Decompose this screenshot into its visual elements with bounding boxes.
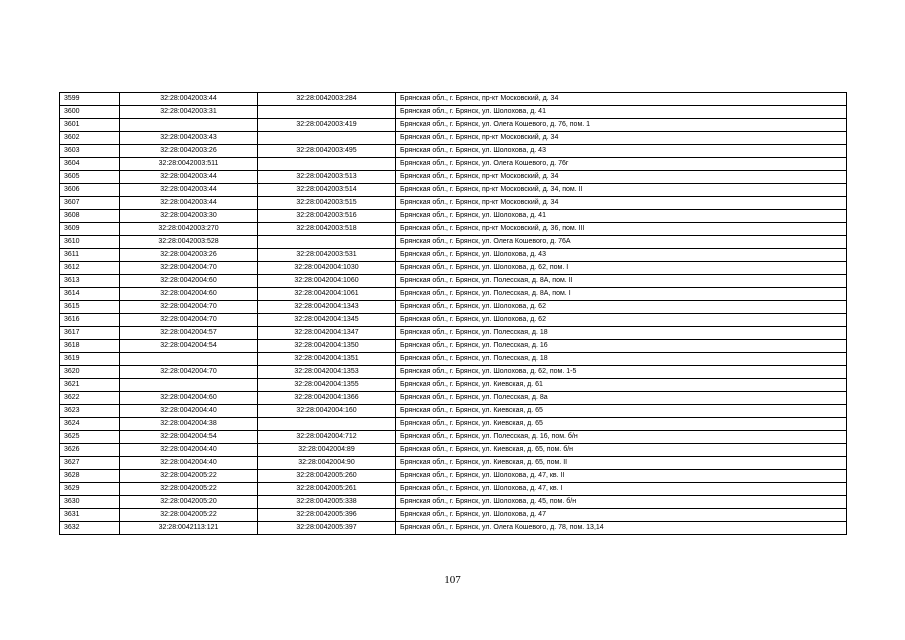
row-number-cell: 3617 (60, 327, 120, 340)
cadastral-number-cell: 32:28:0042004:60 (120, 392, 258, 405)
row-number-cell: 3602 (60, 132, 120, 145)
address-cell: Брянская обл., г. Брянск, ул. Киевская, д. 61 (396, 379, 847, 392)
row-number-cell: 3621 (60, 379, 120, 392)
row-number-cell: 3614 (60, 288, 120, 301)
table-row (60, 158, 847, 171)
row-number-cell: 3606 (60, 184, 120, 197)
address-cell: Брянская обл., г. Брянск, ул. Шолохова, д. 41 (396, 210, 847, 223)
premises-cadastral-number-cell (258, 132, 396, 145)
row-number-cell: 3618 (60, 340, 120, 353)
page-number: 107 (444, 574, 461, 586)
premises-cadastral-number-cell: 32:28:0042005:338 (258, 496, 396, 509)
cadastral-number-cell: 32:28:0042004:70 (120, 301, 258, 314)
address-cell: Брянская обл., г. Брянск, ул. Олега Кошевого, д. 76, пом. 1 (396, 119, 847, 132)
row-number-cell: 3630 (60, 496, 120, 509)
address-cell: Брянская обл., г. Брянск, пр-кт Московский, д. 36, пом. III (396, 223, 847, 236)
premises-cadastral-number-cell: 32:28:0042003:284 (258, 93, 396, 106)
address-cell: Брянская обл., г. Брянск, пр-кт Московский, д. 34 (396, 132, 847, 145)
premises-cadastral-number-cell: 32:28:0042004:1061 (258, 288, 396, 301)
address-cell: Брянская обл., г. Брянск, ул. Шолохова, д. 47, кв. II (396, 470, 847, 483)
cadastral-number-cell: 32:28:0042004:60 (120, 275, 258, 288)
row-number-cell: 3627 (60, 457, 120, 470)
premises-cadastral-number-cell: 32:28:0042004:160 (258, 405, 396, 418)
premises-cadastral-number-cell: 32:28:0042004:712 (258, 431, 396, 444)
cadastral-number-cell (120, 119, 258, 132)
cadastral-number-cell: 32:28:0042004:54 (120, 431, 258, 444)
address-cell: Брянская обл., г. Брянск, ул. Киевская, д. 65 (396, 418, 847, 431)
table-row (60, 119, 847, 132)
table-row (60, 392, 847, 405)
premises-cadastral-number-cell: 32:28:0042003:516 (258, 210, 396, 223)
row-number-cell: 3605 (60, 171, 120, 184)
table-row (60, 353, 847, 366)
premises-cadastral-number-cell: 32:28:0042004:1347 (258, 327, 396, 340)
premises-cadastral-number-cell: 32:28:0042004:1343 (258, 301, 396, 314)
row-number-cell: 3615 (60, 301, 120, 314)
cadastral-number-cell: 32:28:0042004:54 (120, 340, 258, 353)
address-cell: Брянская обл., г. Брянск, ул. Полесская, д. 16 (396, 340, 847, 353)
row-number-cell: 3601 (60, 119, 120, 132)
cadastral-number-cell: 32:28:0042004:38 (120, 418, 258, 431)
table-row (60, 379, 847, 392)
premises-cadastral-number-cell: 32:28:0042003:495 (258, 145, 396, 158)
row-number-cell: 3611 (60, 249, 120, 262)
premises-cadastral-number-cell: 32:28:0042005:397 (258, 522, 396, 535)
cadastral-number-cell: 32:28:0042003:26 (120, 249, 258, 262)
cadastral-number-cell: 32:28:0042004:70 (120, 366, 258, 379)
address-cell: Брянская обл., г. Брянск, ул. Олега Кошевого, д. 76А (396, 236, 847, 249)
row-number-cell: 3620 (60, 366, 120, 379)
table-row (60, 444, 847, 457)
cadastral-number-cell: 32:28:0042004:60 (120, 288, 258, 301)
table-row (60, 431, 847, 444)
table-row (60, 262, 847, 275)
premises-cadastral-number-cell: 32:28:0042005:261 (258, 483, 396, 496)
table-row (60, 197, 847, 210)
premises-cadastral-number-cell: 32:28:0042004:1353 (258, 366, 396, 379)
table-row (60, 145, 847, 158)
table-row (60, 522, 847, 535)
address-cell: Брянская обл., г. Брянск, ул. Шолохова, д. 41 (396, 106, 847, 119)
cadastral-number-cell: 32:28:0042004:57 (120, 327, 258, 340)
address-cell: Брянская обл., г. Брянск, ул. Шолохова, д. 47 (396, 509, 847, 522)
address-cell: Брянская обл., г. Брянск, ул. Шолохова, д. 43 (396, 249, 847, 262)
premises-cadastral-number-cell (258, 418, 396, 431)
table-row (60, 223, 847, 236)
row-number-cell: 3603 (60, 145, 120, 158)
table-row (60, 132, 847, 145)
table-row (60, 418, 847, 431)
cadastral-number-cell: 32:28:0042005:22 (120, 470, 258, 483)
cadastral-number-cell (120, 353, 258, 366)
cadastral-number-cell: 32:28:0042003:270 (120, 223, 258, 236)
premises-cadastral-number-cell: 32:28:0042003:515 (258, 197, 396, 210)
cadastral-number-cell: 32:28:0042003:30 (120, 210, 258, 223)
row-number-cell: 3607 (60, 197, 120, 210)
address-cell: Брянская обл., г. Брянск, ул. Шолохова, д. 43 (396, 145, 847, 158)
row-number-cell: 3613 (60, 275, 120, 288)
table-row (60, 340, 847, 353)
address-cell: Брянская обл., г. Брянск, ул. Шолохова, д. 62, пом. I (396, 262, 847, 275)
table-row (60, 171, 847, 184)
premises-cadastral-number-cell: 32:28:0042003:518 (258, 223, 396, 236)
address-cell: Брянская обл., г. Брянск, ул. Полесская, д. 16, пом. б/н (396, 431, 847, 444)
address-cell: Брянская обл., г. Брянск, ул. Полесская, д. 18 (396, 327, 847, 340)
cadastral-number-cell: 32:28:0042004:40 (120, 444, 258, 457)
table-row (60, 249, 847, 262)
premises-cadastral-number-cell: 32:28:0042003:514 (258, 184, 396, 197)
row-number-cell: 3610 (60, 236, 120, 249)
table-row (60, 405, 847, 418)
premises-cadastral-number-cell (258, 158, 396, 171)
row-number-cell: 3628 (60, 470, 120, 483)
row-number-cell: 3599 (60, 93, 120, 106)
address-cell: Брянская обл., г. Брянск, пр-кт Московский, д. 34 (396, 171, 847, 184)
premises-cadastral-number-cell (258, 236, 396, 249)
row-number-cell: 3619 (60, 353, 120, 366)
premises-cadastral-number-cell (258, 106, 396, 119)
table-row (60, 483, 847, 496)
address-cell: Брянская обл., г. Брянск, ул. Киевская, д. 65 (396, 405, 847, 418)
address-cell: Брянская обл., г. Брянск, ул. Олега Кошевого, д. 78, пом. 13,14 (396, 522, 847, 535)
row-number-cell: 3625 (60, 431, 120, 444)
premises-cadastral-number-cell: 32:28:0042004:1345 (258, 314, 396, 327)
address-cell: Брянская обл., г. Брянск, ул. Полесская, д. 8А, пом. II (396, 275, 847, 288)
address-cell: Брянская обл., г. Брянск, ул. Киевская, д. 65, пом. б/н (396, 444, 847, 457)
cadastral-number-cell: 32:28:0042003:528 (120, 236, 258, 249)
address-cell: Брянская обл., г. Брянск, ул. Полесская, д. 18 (396, 353, 847, 366)
table-row (60, 301, 847, 314)
registry-table-body (60, 93, 847, 535)
table-row (60, 470, 847, 483)
row-number-cell: 3612 (60, 262, 120, 275)
address-cell: Брянская обл., г. Брянск, ул. Киевская, д. 65, пом. II (396, 457, 847, 470)
address-cell: Брянская обл., г. Брянск, ул. Шолохова, д. 47, кв. I (396, 483, 847, 496)
row-number-cell: 3629 (60, 483, 120, 496)
address-cell: Брянская обл., г. Брянск, пр-кт Московский, д. 34, пом. II (396, 184, 847, 197)
premises-cadastral-number-cell: 32:28:0042004:1351 (258, 353, 396, 366)
row-number-cell: 3604 (60, 158, 120, 171)
premises-cadastral-number-cell: 32:28:0042005:260 (258, 470, 396, 483)
premises-cadastral-number-cell: 32:28:0042003:513 (258, 171, 396, 184)
cadastral-number-cell (120, 379, 258, 392)
cadastral-number-cell: 32:28:0042005:22 (120, 483, 258, 496)
table-row (60, 496, 847, 509)
cadastral-number-cell: 32:28:0042003:44 (120, 93, 258, 106)
row-number-cell: 3622 (60, 392, 120, 405)
cadastral-number-cell: 32:28:0042003:44 (120, 184, 258, 197)
row-number-cell: 3608 (60, 210, 120, 223)
row-number-cell: 3600 (60, 106, 120, 119)
registry-table (59, 92, 847, 535)
cadastral-number-cell: 32:28:0042005:20 (120, 496, 258, 509)
cadastral-number-cell: 32:28:0042004:70 (120, 314, 258, 327)
address-cell: Брянская обл., г. Брянск, пр-кт Московский, д. 34 (396, 197, 847, 210)
address-cell: Брянская обл., г. Брянск, пр-кт Московский, д. 34 (396, 93, 847, 106)
table-row (60, 184, 847, 197)
table-row (60, 366, 847, 379)
premises-cadastral-number-cell: 32:28:0042004:1060 (258, 275, 396, 288)
table-row (60, 288, 847, 301)
address-cell: Брянская обл., г. Брянск, ул. Шолохова, д. 62 (396, 314, 847, 327)
row-number-cell: 3631 (60, 509, 120, 522)
cadastral-number-cell: 32:28:0042003:43 (120, 132, 258, 145)
table-row (60, 457, 847, 470)
cadastral-number-cell: 32:28:0042004:70 (120, 262, 258, 275)
cadastral-number-cell: 32:28:0042113:121 (120, 522, 258, 535)
row-number-cell: 3624 (60, 418, 120, 431)
cadastral-number-cell: 32:28:0042004:40 (120, 457, 258, 470)
address-cell: Брянская обл., г. Брянск, ул. Шолохова, д. 62, пом. 1-5 (396, 366, 847, 379)
row-number-cell: 3623 (60, 405, 120, 418)
address-cell: Брянская обл., г. Брянск, ул. Олега Кошевого, д. 76г (396, 158, 847, 171)
premises-cadastral-number-cell: 32:28:0042004:1350 (258, 340, 396, 353)
premises-cadastral-number-cell: 32:28:0042004:90 (258, 457, 396, 470)
cadastral-number-cell: 32:28:0042003:26 (120, 145, 258, 158)
table-row (60, 314, 847, 327)
table-row (60, 275, 847, 288)
table-row (60, 93, 847, 106)
premises-cadastral-number-cell: 32:28:0042004:89 (258, 444, 396, 457)
row-number-cell: 3609 (60, 223, 120, 236)
cadastral-number-cell: 32:28:0042005:22 (120, 509, 258, 522)
premises-cadastral-number-cell: 32:28:0042004:1030 (258, 262, 396, 275)
table-row (60, 236, 847, 249)
row-number-cell: 3632 (60, 522, 120, 535)
address-cell: Брянская обл., г. Брянск, ул. Полесская, д. 8А, пом. I (396, 288, 847, 301)
row-number-cell: 3616 (60, 314, 120, 327)
cadastral-number-cell: 32:28:0042003:44 (120, 197, 258, 210)
address-cell: Брянская обл., г. Брянск, ул. Шолохова, д. 45, пом. б/н (396, 496, 847, 509)
table-row (60, 210, 847, 223)
address-cell: Брянская обл., г. Брянск, ул. Полесская, д. 8а (396, 392, 847, 405)
table-row (60, 327, 847, 340)
premises-cadastral-number-cell: 32:28:0042004:1366 (258, 392, 396, 405)
premises-cadastral-number-cell: 32:28:0042005:396 (258, 509, 396, 522)
premises-cadastral-number-cell: 32:28:0042004:1355 (258, 379, 396, 392)
row-number-cell: 3626 (60, 444, 120, 457)
cadastral-number-cell: 32:28:0042003:511 (120, 158, 258, 171)
address-cell: Брянская обл., г. Брянск, ул. Шолохова, д. 62 (396, 301, 847, 314)
premises-cadastral-number-cell: 32:28:0042003:419 (258, 119, 396, 132)
table-row (60, 509, 847, 522)
cadastral-number-cell: 32:28:0042004:40 (120, 405, 258, 418)
premises-cadastral-number-cell: 32:28:0042003:531 (258, 249, 396, 262)
table-row (60, 106, 847, 119)
cadastral-number-cell: 32:28:0042003:31 (120, 106, 258, 119)
cadastral-number-cell: 32:28:0042003:44 (120, 171, 258, 184)
